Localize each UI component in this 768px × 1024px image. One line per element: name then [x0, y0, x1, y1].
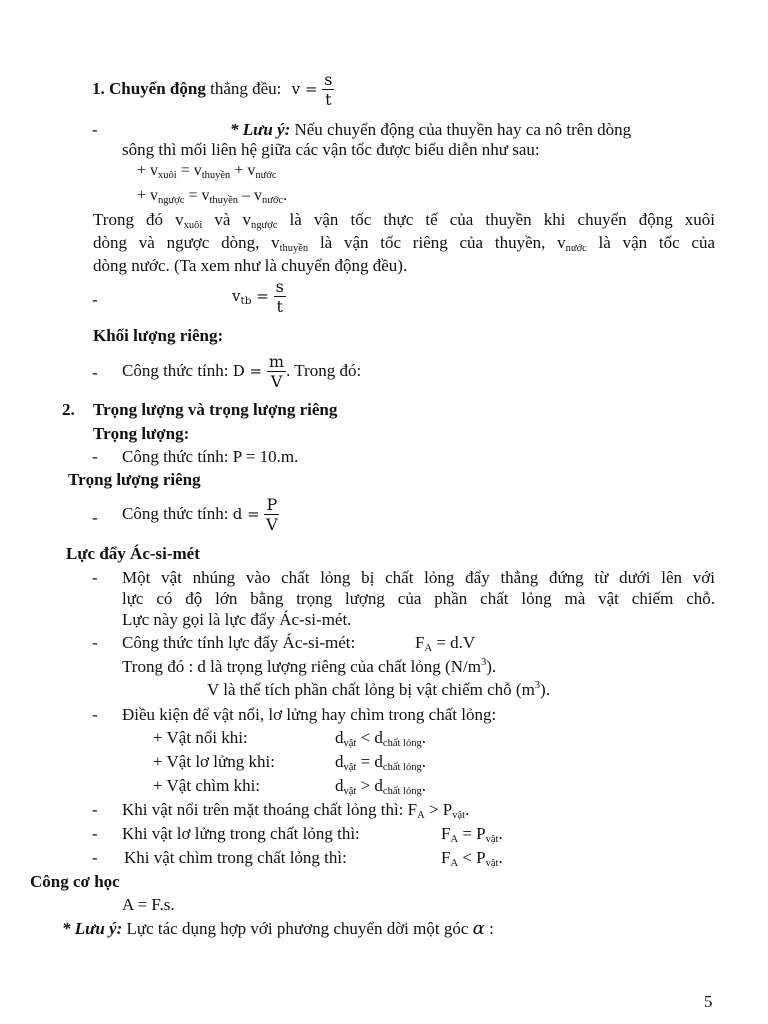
condition-float: $d_{vật} < d_{chất lỏng}$. [335, 728, 426, 749]
bullet-dash: - [92, 508, 98, 527]
weight-subheading: Trọng lượng: [93, 424, 190, 443]
density-formula: Công thức tính: D = $\frac{m}{V}$ . Trong đó: [122, 352, 362, 391]
buoyancy-heading: Lực đẩy Ác-si-mét [66, 544, 200, 563]
page-number: 5 [704, 992, 713, 1011]
condition-suspend: $d_{vật} = d_{chất lỏng}$. [335, 752, 426, 773]
condition-sink: $d_{vật} > d_{chất lỏng}$. [335, 776, 426, 797]
section-2-number: 2. [62, 400, 75, 419]
specific-weight-heading: Trọng lượng riêng [68, 470, 201, 489]
work-heading: Công cơ học [30, 872, 120, 891]
equation-downstream: + $v_{xuôi} = v_{thuyền} + v_{nước}$ [137, 162, 277, 181]
bullet-dash: - [92, 363, 98, 382]
note-1-line-2: sông thì mối liên hệ giữa các vận tốc được biểu diễn như sau: [122, 140, 540, 159]
buoyancy-formula: $F_A = d.V$ [415, 633, 476, 654]
paragraph-line-1: Trong đó $v_{xuôi}$ và $v_{ngược}$ là vận tốc thực tế của thuyền khi chuyển động xuôi [93, 210, 716, 231]
velocity-formula: v = $\frac{s}{t}$ [291, 70, 333, 109]
buoyancy-line-2: lực có độ lớn bằng trọng lượng của phần chất lỏng mà vật chiếm chỗ. [122, 589, 715, 608]
bullet-dash: - [92, 633, 98, 652]
paragraph-line-2: dòng và ngược dòng, $v_{thuyền}$ là vận tốc riêng của thuyền, $v_{nước}$ là vận tốc của [93, 233, 716, 254]
result-float: Khi vật nổi trên mặt thoáng chất lỏng thì: $F_A > P_{vật}$. [122, 800, 470, 821]
buoyancy-line-1: Một vật nhúng vào chất lỏng bị chất lỏng đẩy thẳng đứng từ dưới lên với [122, 568, 715, 587]
buoyancy-formula-label: Công thức tính lực đẩy Ác-si-mét: [122, 633, 356, 652]
paragraph-line-3: dòng nước. (Ta xem như là chuyển động đều). [93, 256, 408, 275]
result-suspend: $F_A = P_{vật}$. [441, 824, 503, 845]
average-velocity-formula: $v_{tb}$ = $\frac{s}{t}$ [232, 277, 284, 316]
condition-suspend-label: + Vật lơ lửng khi: [153, 752, 275, 771]
buoyancy-line-3: Lực này gọi là lực đẩy Ác-si-mét. [122, 610, 352, 629]
bullet-dash: - [92, 120, 98, 139]
floating-conditions-label: Điều kiện để vật nổi, lơ lửng hay chìm trong chất lỏng: [122, 705, 497, 724]
section-1-heading: 1. Chuyển động thẳng đều: v = $\frac{s}{t}$ [92, 70, 333, 109]
bullet-dash: - [92, 848, 98, 867]
condition-sink-label: + Vật chìm khi: [153, 776, 261, 795]
specific-weight-formula: Công thức tính: d = $\frac{P}{V}$ [122, 495, 278, 534]
bullet-dash: - [92, 568, 98, 587]
result-sink: $F_A < P_{vật}$. [441, 848, 503, 869]
result-sink-label: Khi vật chìm trong chất lỏng thì: [124, 848, 347, 867]
weight-formula: Công thức tính: P = 10.m. [122, 447, 299, 466]
bullet-dash: - [92, 705, 98, 724]
bullet-dash: - [92, 447, 98, 466]
where-d-line: Trong đó : d là trọng lượng riêng của chất lỏng $(N/m^3)$. [122, 657, 497, 676]
section-2-heading: Trọng lượng và trọng lượng riêng [93, 400, 338, 419]
alpha-symbol: α [472, 918, 485, 939]
bullet-dash: - [92, 290, 98, 309]
density-heading: Khối lượng riêng: [93, 326, 224, 345]
note-1-line-1: * Lưu ý: Nếu chuyển động của thuyền hay ca nô trên dòng [230, 120, 632, 139]
work-formula: A = F.s. [122, 895, 175, 914]
where-v-line: V là thể tích phần chất lỏng bị vật chiếm chỗ $(m^3)$. [207, 680, 550, 699]
bullet-dash: - [92, 824, 98, 843]
bullet-dash: - [92, 800, 98, 819]
result-suspend-label: Khi vật lơ lửng trong chất lỏng thì: [122, 824, 360, 843]
condition-float-label: + Vật nổi khi: [153, 728, 248, 747]
work-note: * Lưu ý: Lực tác dụng hợp với phương chuyển dời một góc α : [62, 918, 494, 939]
equation-upstream: + $v_{ngược} = v_{thuyền} - v_{nước}$. [137, 187, 288, 206]
